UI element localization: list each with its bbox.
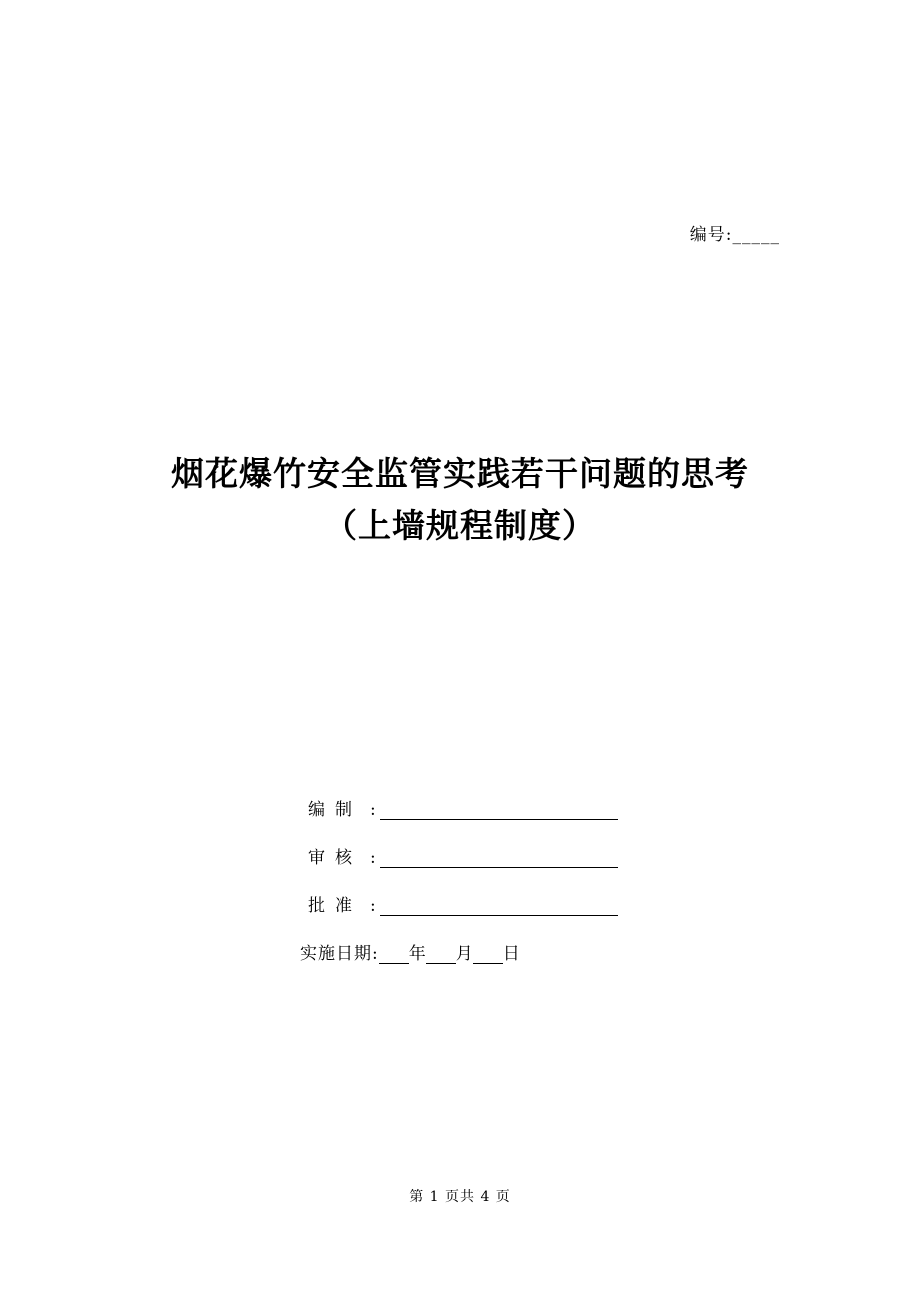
compile-signature-line: [380, 799, 618, 820]
approve-row: [300, 868, 660, 916]
approve-label: 批准: [308, 896, 362, 916]
day-label: 日: [502, 944, 520, 964]
signature-block: [300, 772, 660, 964]
document-subtitle: （上墙规程制度）: [324, 506, 596, 545]
day-blank: [473, 943, 503, 964]
year-label: 年: [408, 944, 426, 964]
review-label: 审核: [308, 848, 362, 868]
effective-date-row: [300, 916, 660, 964]
document-title: 烟花爆竹安全监管实践若干问题的思考: [171, 454, 749, 493]
month-label: 月: [455, 944, 473, 964]
approve-signature-line: [380, 895, 618, 916]
month-blank: [426, 943, 456, 964]
effective-date-label: 实施日期:: [300, 944, 379, 964]
compile-label: 编制: [308, 800, 362, 820]
title-block: [0, 448, 920, 552]
approve-colon: :: [370, 896, 376, 916]
year-blank: [379, 943, 409, 964]
review-colon: :: [370, 848, 376, 868]
document-number: 编号:_____: [689, 225, 780, 245]
review-signature-line: [380, 847, 618, 868]
compile-row: [300, 772, 660, 820]
review-row: [300, 820, 660, 868]
compile-colon: :: [370, 800, 376, 820]
page-footer: 第 1 页共 4 页: [409, 1189, 511, 1205]
